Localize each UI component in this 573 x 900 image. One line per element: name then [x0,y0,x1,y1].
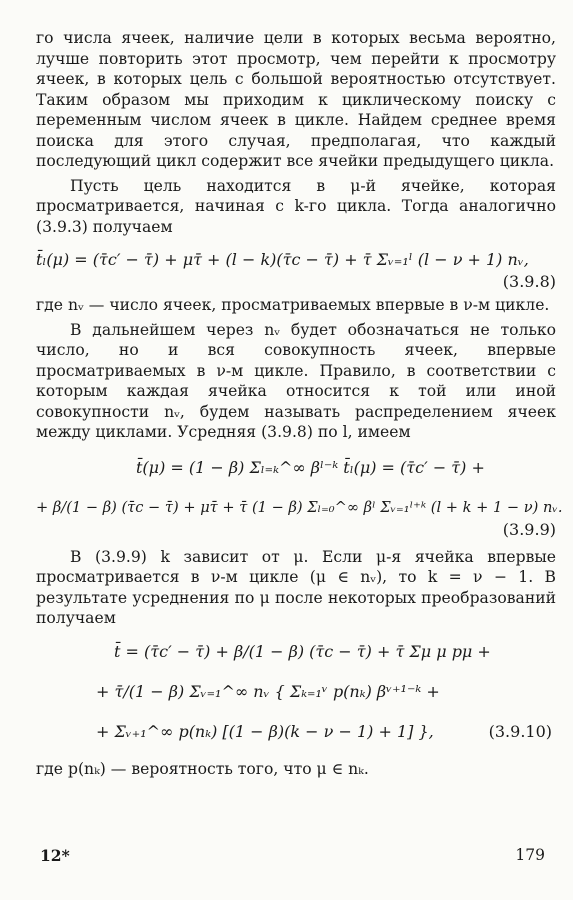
formula-3-9-8-number: (3.9.8) [502,272,556,291]
formula-3-9-10-number: (3.9.10) [488,721,552,741]
paragraph-6: где p(nₖ) — вероятность того, что μ ∈ nₖ. [36,759,369,778]
paragraph-5: В (3.9.9) k зависит от μ. Если μ-я ячейка впервые просматривается в ν-м цикле (μ ∈ nᵥ), то k = ν − 1. В результате усреднения по μ после некоторых преобразований получаем [36,547,556,627]
formula-3-9-9-line-2: + β/(1 − β) (τ̄c − τ̄) + μτ̄ + τ̄ (1 − β) Σₗ₌₀^∞ βˡ Σᵥ₌₁ˡ⁺ᵏ (l + k + 1 − ν) nᵥ. [36,498,563,516]
formula-3-9-10-line-2: + τ̄/(1 − β) Σᵥ₌₁^∞ nᵥ { Σₖ₌₁ᵛ p(nₖ) βᵛ⁺¹⁻ᵏ + [96,681,440,701]
paragraph-1: го числа ячеек, наличие цели в которых весьма вероятно, лучше повторить этот просмотр, чем перейти к просмотру ячеек, в которых цель с большой вероятностью отсутствует. Таким образом мы приходим к циклическому поиску с переменным числом ячеек в цикле. Найдем среднее время поиска для этого случая, предполагая, что каждый последующий цикл содержит все ячейки предыдущего цикла. [36,29,556,170]
paragraph-2: Пусть цель находится в μ-й ячейке, которая просматривается, начиная с k-го цикла. Тогда аналогично (3.9.3) получаем [36,176,556,236]
formula-3-9-10-line-3-body: + Σᵥ₊₁^∞ p(nₖ) [(1 − β)(k − ν − 1) + 1] }, [96,721,434,741]
formula-3-9-10-line-3 [36,721,556,743]
page-footer [40,846,545,865]
page-number: 179 [515,846,545,864]
formula-3-9-8 [36,249,556,271]
paragraph-4: В дальнейшем через nᵥ будет обозначаться не только число, но и вся совокупность ячеек, впервые просматриваемых в ν-м цикле. Правило, в соответствии с которым каждая ячейка относится к той или иной совокупности nᵥ, будем называть распределением ячеек между циклами. Усредняя (3.9.8) по l, имеем [36,320,556,441]
formula-3-9-10-line-1: t̄ = (τ̄c′ − τ̄) + β/(1 − β) (τ̄c − τ̄) + τ̄ Σμ μ pμ + [114,641,491,661]
formula-3-9-9-number: (3.9.9) [502,519,556,539]
page-body [36,28,563,779]
formula-3-9-9-line-1: t̄(μ) = (1 − β) Σₗ₌ₖ^∞ βˡ⁻ᵏ t̄ₗ(μ) = (τ̄c′ − τ̄) + [136,457,485,477]
paragraph-3: где nᵥ — число ячеек, просматриваемых впервые в ν-м цикле. [36,296,550,314]
signature-mark: 12* [40,846,70,865]
formula-3-9-8-body: t̄ₗ(μ) = (τ̄c′ − τ̄) + μτ̄ + (l − k)(τ̄c − τ̄) + τ̄ Σᵥ₌₁ˡ (l − ν + 1) nᵥ, [36,250,529,269]
